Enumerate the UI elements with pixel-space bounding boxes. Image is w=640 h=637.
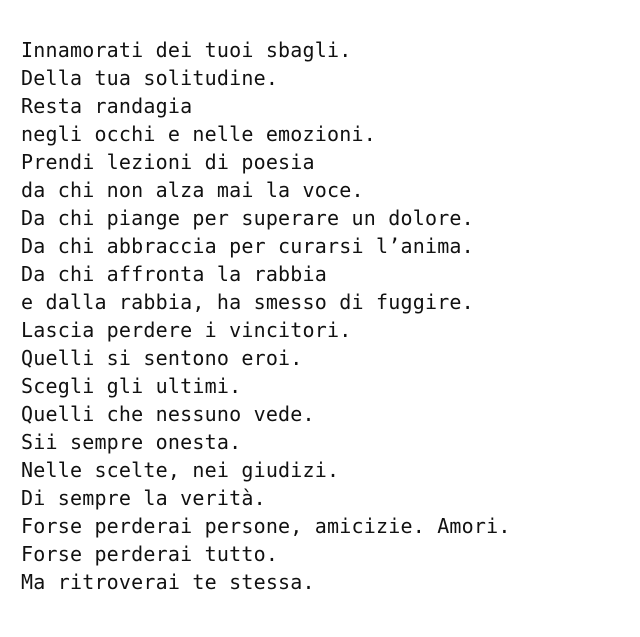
poem-line: Nelle scelte, nei giudizi.: [21, 458, 340, 482]
poem-line: Resta randagia: [21, 94, 193, 118]
poem-line: Da chi piange per superare un dolore.: [21, 206, 474, 230]
poem-line: Quelli che nessuno vede.: [21, 402, 315, 426]
poem-line: e dalla rabbia, ha smesso di fuggire.: [21, 290, 474, 314]
poem-line: negli occhi e nelle emozioni.: [21, 122, 376, 146]
poem-line: da chi non alza mai la voce.: [21, 178, 364, 202]
poem-line: Scegli gli ultimi.: [21, 374, 242, 398]
poem-line: Lascia perdere i vincitori.: [21, 318, 352, 342]
poem-text: [21, 36, 511, 596]
poem-line: Da chi abbraccia per curarsi l’anima.: [21, 234, 474, 258]
poem-line: Ma ritroverai te stessa.: [21, 570, 315, 594]
poem-line: Quelli si sentono eroi.: [21, 346, 303, 370]
poem-line: Forse perderai persone, amicizie. Amori.: [21, 514, 511, 538]
poem-line: Forse perderai tutto.: [21, 542, 279, 566]
poem-line: Sii sempre onesta.: [21, 430, 242, 454]
poem-line: Da chi affronta la rabbia: [21, 262, 328, 286]
poem-line: Della tua solitudine.: [21, 66, 279, 90]
poem-line: Prendi lezioni di poesia: [21, 150, 315, 174]
poem-line: Di sempre la verità.: [21, 486, 266, 510]
poem-line: Innamorati dei tuoi sbagli.: [21, 38, 352, 62]
